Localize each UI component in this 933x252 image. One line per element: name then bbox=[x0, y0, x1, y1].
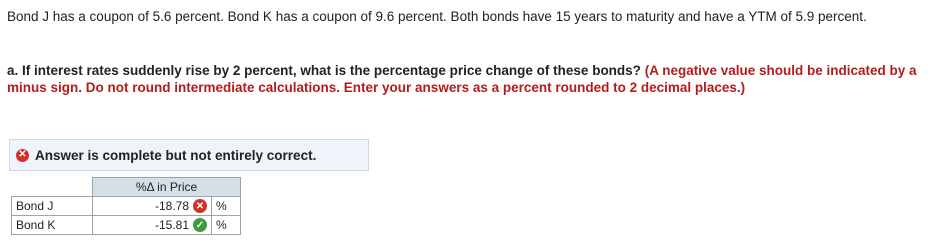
answer-value-bond-j: -18.78 bbox=[154, 199, 189, 213]
unit-bond-j: % bbox=[212, 197, 241, 216]
column-header-price-change: %Δ in Price bbox=[93, 178, 241, 197]
answer-field-bond-k[interactable] bbox=[93, 216, 212, 235]
unit-bond-k: % bbox=[212, 216, 241, 235]
table-row bbox=[12, 216, 241, 235]
answer-status-banner bbox=[9, 139, 369, 171]
question-text: Bond J has a coupon of 5.6 percent. Bond K has a coupon of 9.6 percent. Both bonds have 15 years to maturity and have a YTM of 5.9 percent. bbox=[7, 9, 867, 24]
correct-check-icon: ✓ bbox=[193, 218, 207, 232]
table-corner bbox=[12, 178, 93, 197]
part-a-prompt bbox=[7, 62, 922, 96]
row-label-bond-j: Bond J bbox=[12, 197, 93, 216]
x-circle-icon: ✕ bbox=[16, 149, 29, 162]
incorrect-x-icon: ✕ bbox=[193, 199, 207, 213]
row-label-bond-k: Bond K bbox=[12, 216, 93, 235]
part-a-instructions: (A negative value should be indicated by a minus sign. Do not round intermediate calculations. Enter your answers as a percent rounded to 2 decimal places.) bbox=[7, 63, 917, 95]
part-a-lead: a. If interest rates suddenly rise by 2 percent, what is the percentage price change of these bonds? bbox=[7, 63, 641, 78]
table-row bbox=[12, 197, 241, 216]
answer-value-bond-k: -15.81 bbox=[154, 218, 189, 232]
answer-status-text: Answer is complete but not entirely correct. bbox=[35, 147, 317, 163]
answer-field-bond-j[interactable] bbox=[93, 197, 212, 216]
answer-table bbox=[11, 177, 241, 235]
